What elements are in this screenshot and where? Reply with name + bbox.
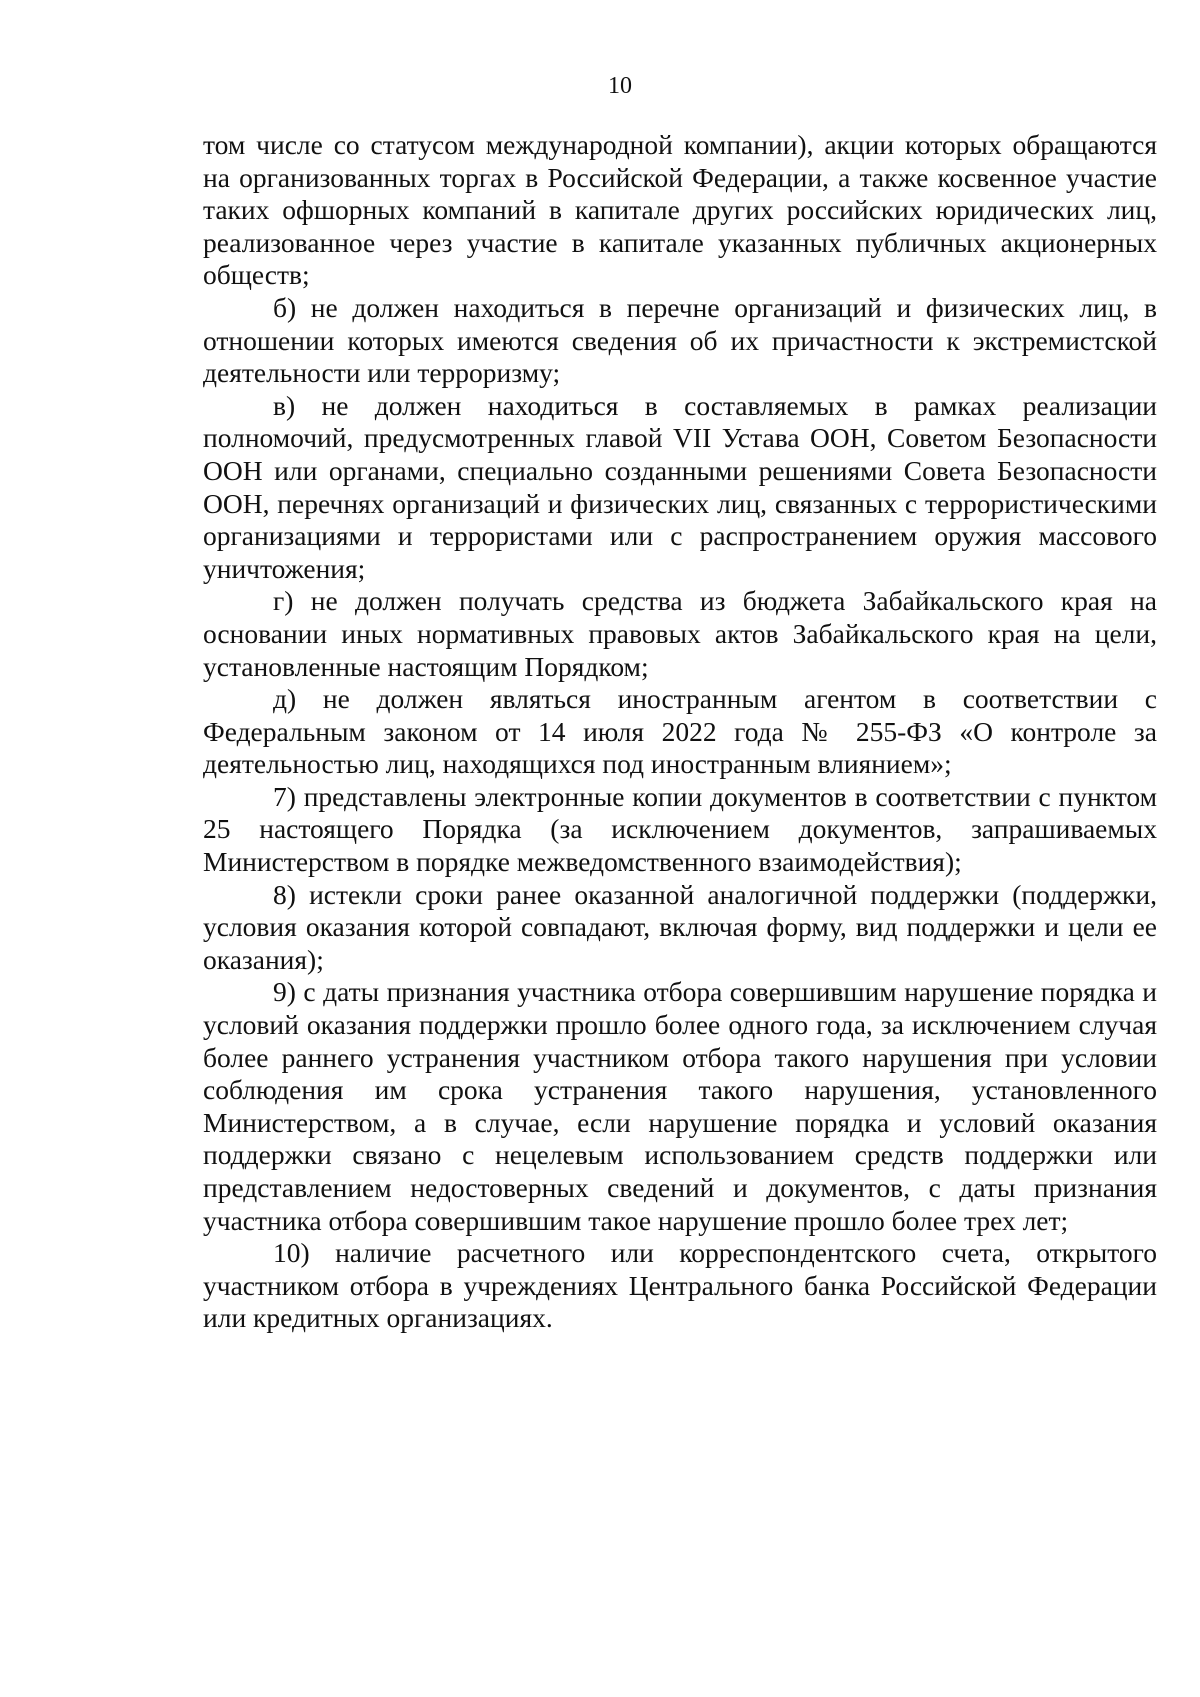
paragraph-item-b: б) не должен находиться в перечне организаций и физических лиц, в отношении которых имеются сведения об их причастности к экстремистской деятельности или терроризму;: [203, 291, 1157, 389]
paragraph-continuation: том числе со статусом международной компании), акции которых обращаются на организованных торгах в Российской Федерации, а также косвенное участие таких офшорных компаний в капитале других российских юридических лиц, реализованное через участие в капитале указанных публичных акционерных обществ;: [203, 129, 1157, 291]
paragraph-item-7: 7) представлены электронные копии документов в соответствии с пунктом 25 настоящего Порядка (за исключением документов, запрашиваемых Министерством в порядке межведомственного взаимодействия);: [203, 780, 1157, 878]
paragraph-item-10: 10) наличие расчетного или корреспондентского счета, открытого участником отбора в учреждениях Центрального банка Российской Федерации или кредитных организациях.: [203, 1237, 1157, 1334]
paragraph-item-g: г) не должен получать средства из бюджета Забайкальского края на основании иных нормативных правовых актов Забайкальского края на цели, установленные настоящим Порядком;: [203, 585, 1157, 682]
page-number: 10: [608, 73, 632, 99]
paragraph-item-8: 8) истекли сроки ранее оказанной аналогичной поддержки (поддержки, условия оказания которой совпадают, включая форму, вид поддержки и цели ее оказания);: [203, 878, 1157, 975]
paragraph-item-v: в) не должен находиться в составляемых в рамках реализации полномочий, предусмотренных главой VII Устава ООН, Советом Безопасности ООН или органами, специально созданными решениями Совета Безопасности ООН, перечнях организаций и физических лиц, связанных с террористическими организациями и террористами или с распространением оружия массового уничтожения;: [203, 389, 1157, 584]
paragraph-item-9: 9) с даты признания участника отбора совершившим нарушение порядка и условий оказания поддержки прошло более одного года, за исключением случая более раннего устранения участником отбора такого нарушения при условии соблюдения им срока устранения такого нарушения, установленного Министерством, а в случае, если нарушение порядка и условий оказания поддержки связано с нецелевым использованием средств поддержки или представлением недостоверных сведений и документов, с даты признания участника отбора совершившим такое нарушение прошло более трех лет;: [203, 976, 1157, 1236]
paragraph-item-d: д) не должен являться иностранным агентом в соответствии с Федеральным законом от 14 июля 2022 года № 255-ФЗ «О контроле за деятельностью лиц, находящихся под иностранным влиянием»;: [203, 683, 1157, 780]
document-body: [203, 129, 1157, 1335]
